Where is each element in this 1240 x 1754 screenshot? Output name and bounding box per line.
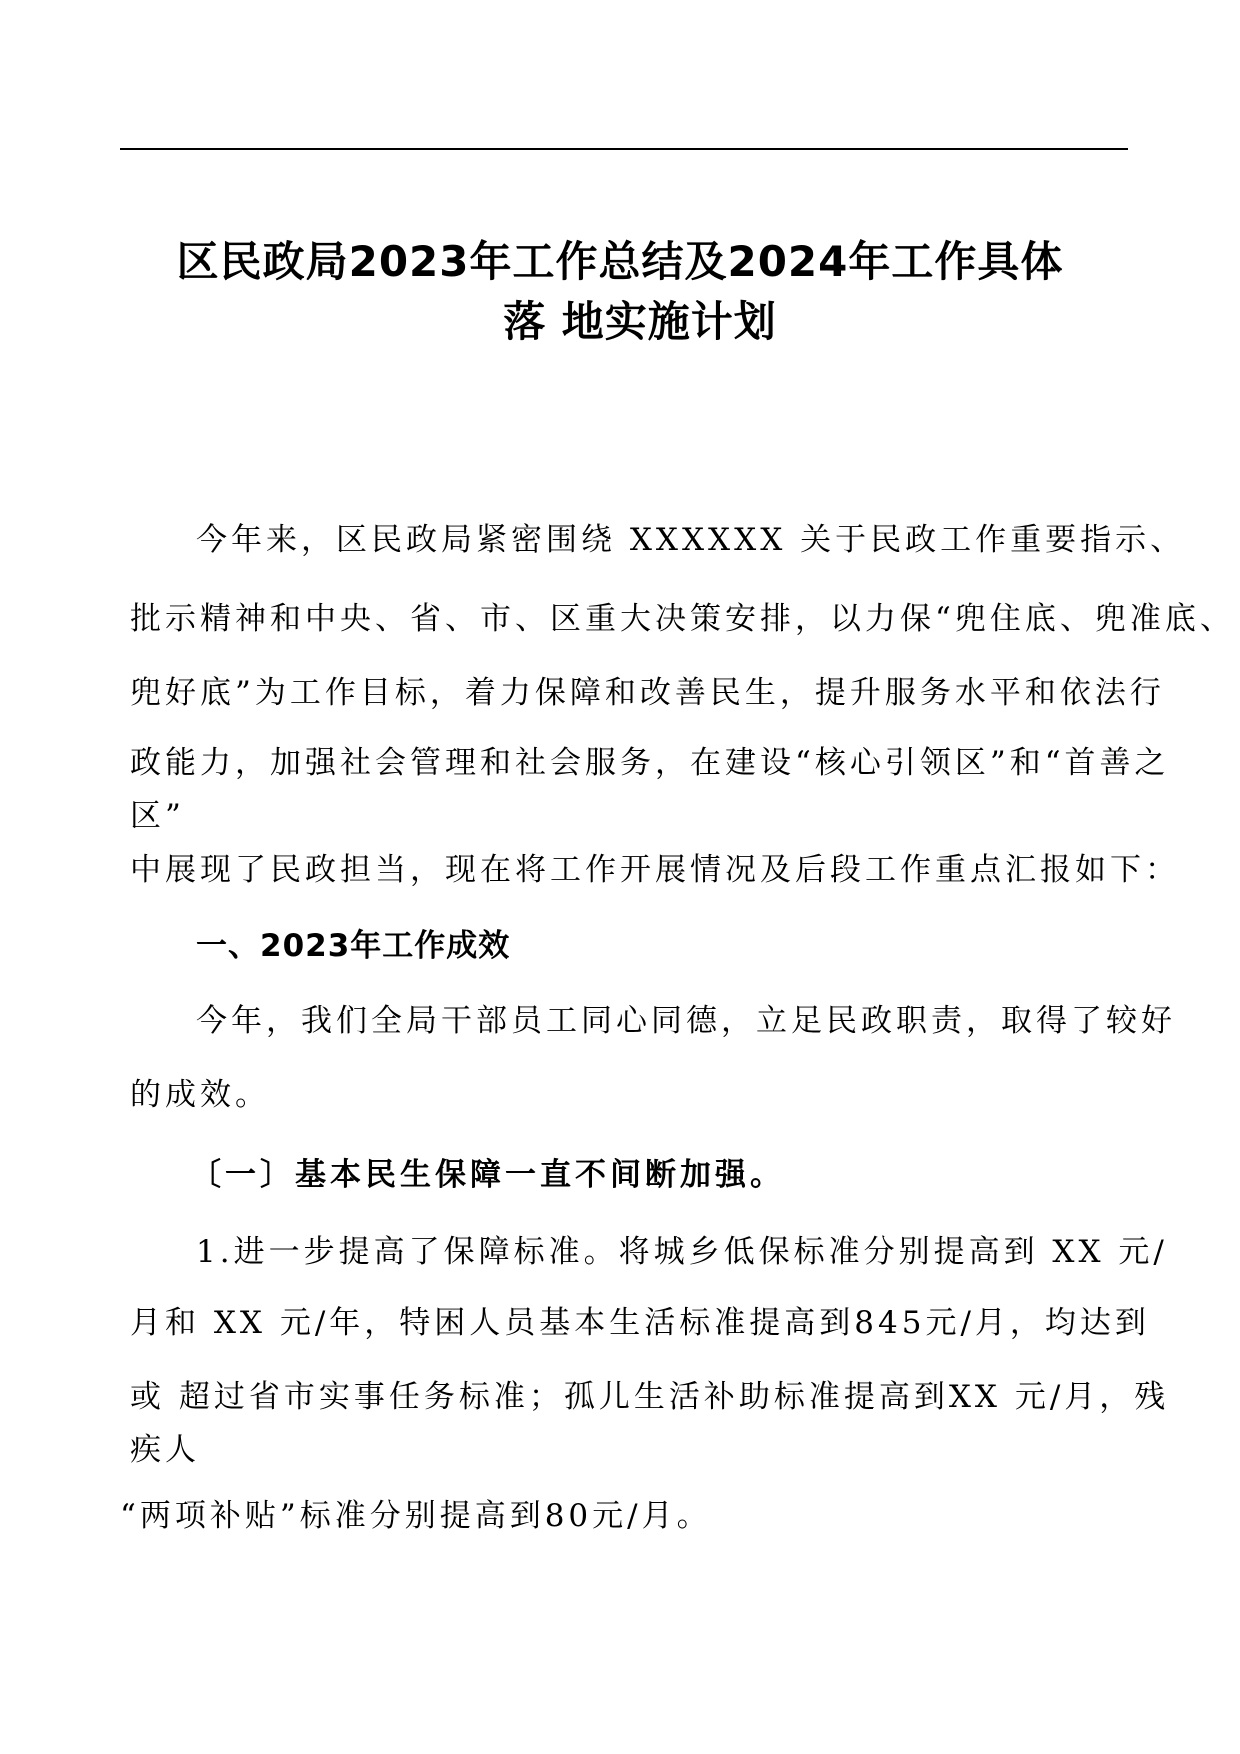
header-rule bbox=[120, 148, 1128, 150]
paragraph-line: 1.进一步提高了保障标准。将城乡低保标准分别提高到 XX 元/ bbox=[196, 1234, 1168, 1270]
section-heading: 一、2023年工作成效 bbox=[196, 928, 511, 964]
subsection-heading: 〔一〕基本民生保障一直不间断加强。 bbox=[190, 1157, 785, 1193]
paragraph-line: 兜好底”为工作目标，着力保障和改善民生，提升服务水平和依法行 bbox=[130, 675, 1165, 711]
paragraph-line: 区” bbox=[130, 798, 185, 834]
document-title-line-2: 落 地实施计划 bbox=[503, 297, 777, 346]
paragraph-line: 疾人 bbox=[130, 1432, 200, 1468]
document-title-line-1: 区民政局2023年工作总结及2024年工作具体 bbox=[176, 237, 1064, 286]
paragraph-line: 今年，我们全局干部员工同心同德，立足民政职责，取得了较好 bbox=[196, 1003, 1176, 1039]
paragraph-line: 批示精神和中央、省、市、区重大决策安排，以力保“兜住底、兜准底、 bbox=[130, 601, 1235, 637]
paragraph-line: “两项补贴”标准分别提高到80元/月。 bbox=[120, 1498, 712, 1534]
paragraph-line: 或 超过省市实事任务标准；孤儿生活补助标准提高到XX 元/月，残 bbox=[130, 1379, 1170, 1415]
paragraph-line: 今年来，区民政局紧密围绕 XXXXXX 关于民政工作重要指示、 bbox=[196, 522, 1186, 558]
paragraph-line: 月和 XX 元/年，特困人员基本生活标准提高到845元/月，均达到 bbox=[130, 1305, 1150, 1341]
paragraph-line: 的成效。 bbox=[130, 1077, 270, 1113]
paragraph-line: 中展现了民政担当，现在将工作开展情况及后段工作重点汇报如下： bbox=[130, 852, 1180, 888]
paragraph-line: 政能力，加强社会管理和社会服务，在建设“核心引领区”和“首善之 bbox=[130, 745, 1170, 781]
